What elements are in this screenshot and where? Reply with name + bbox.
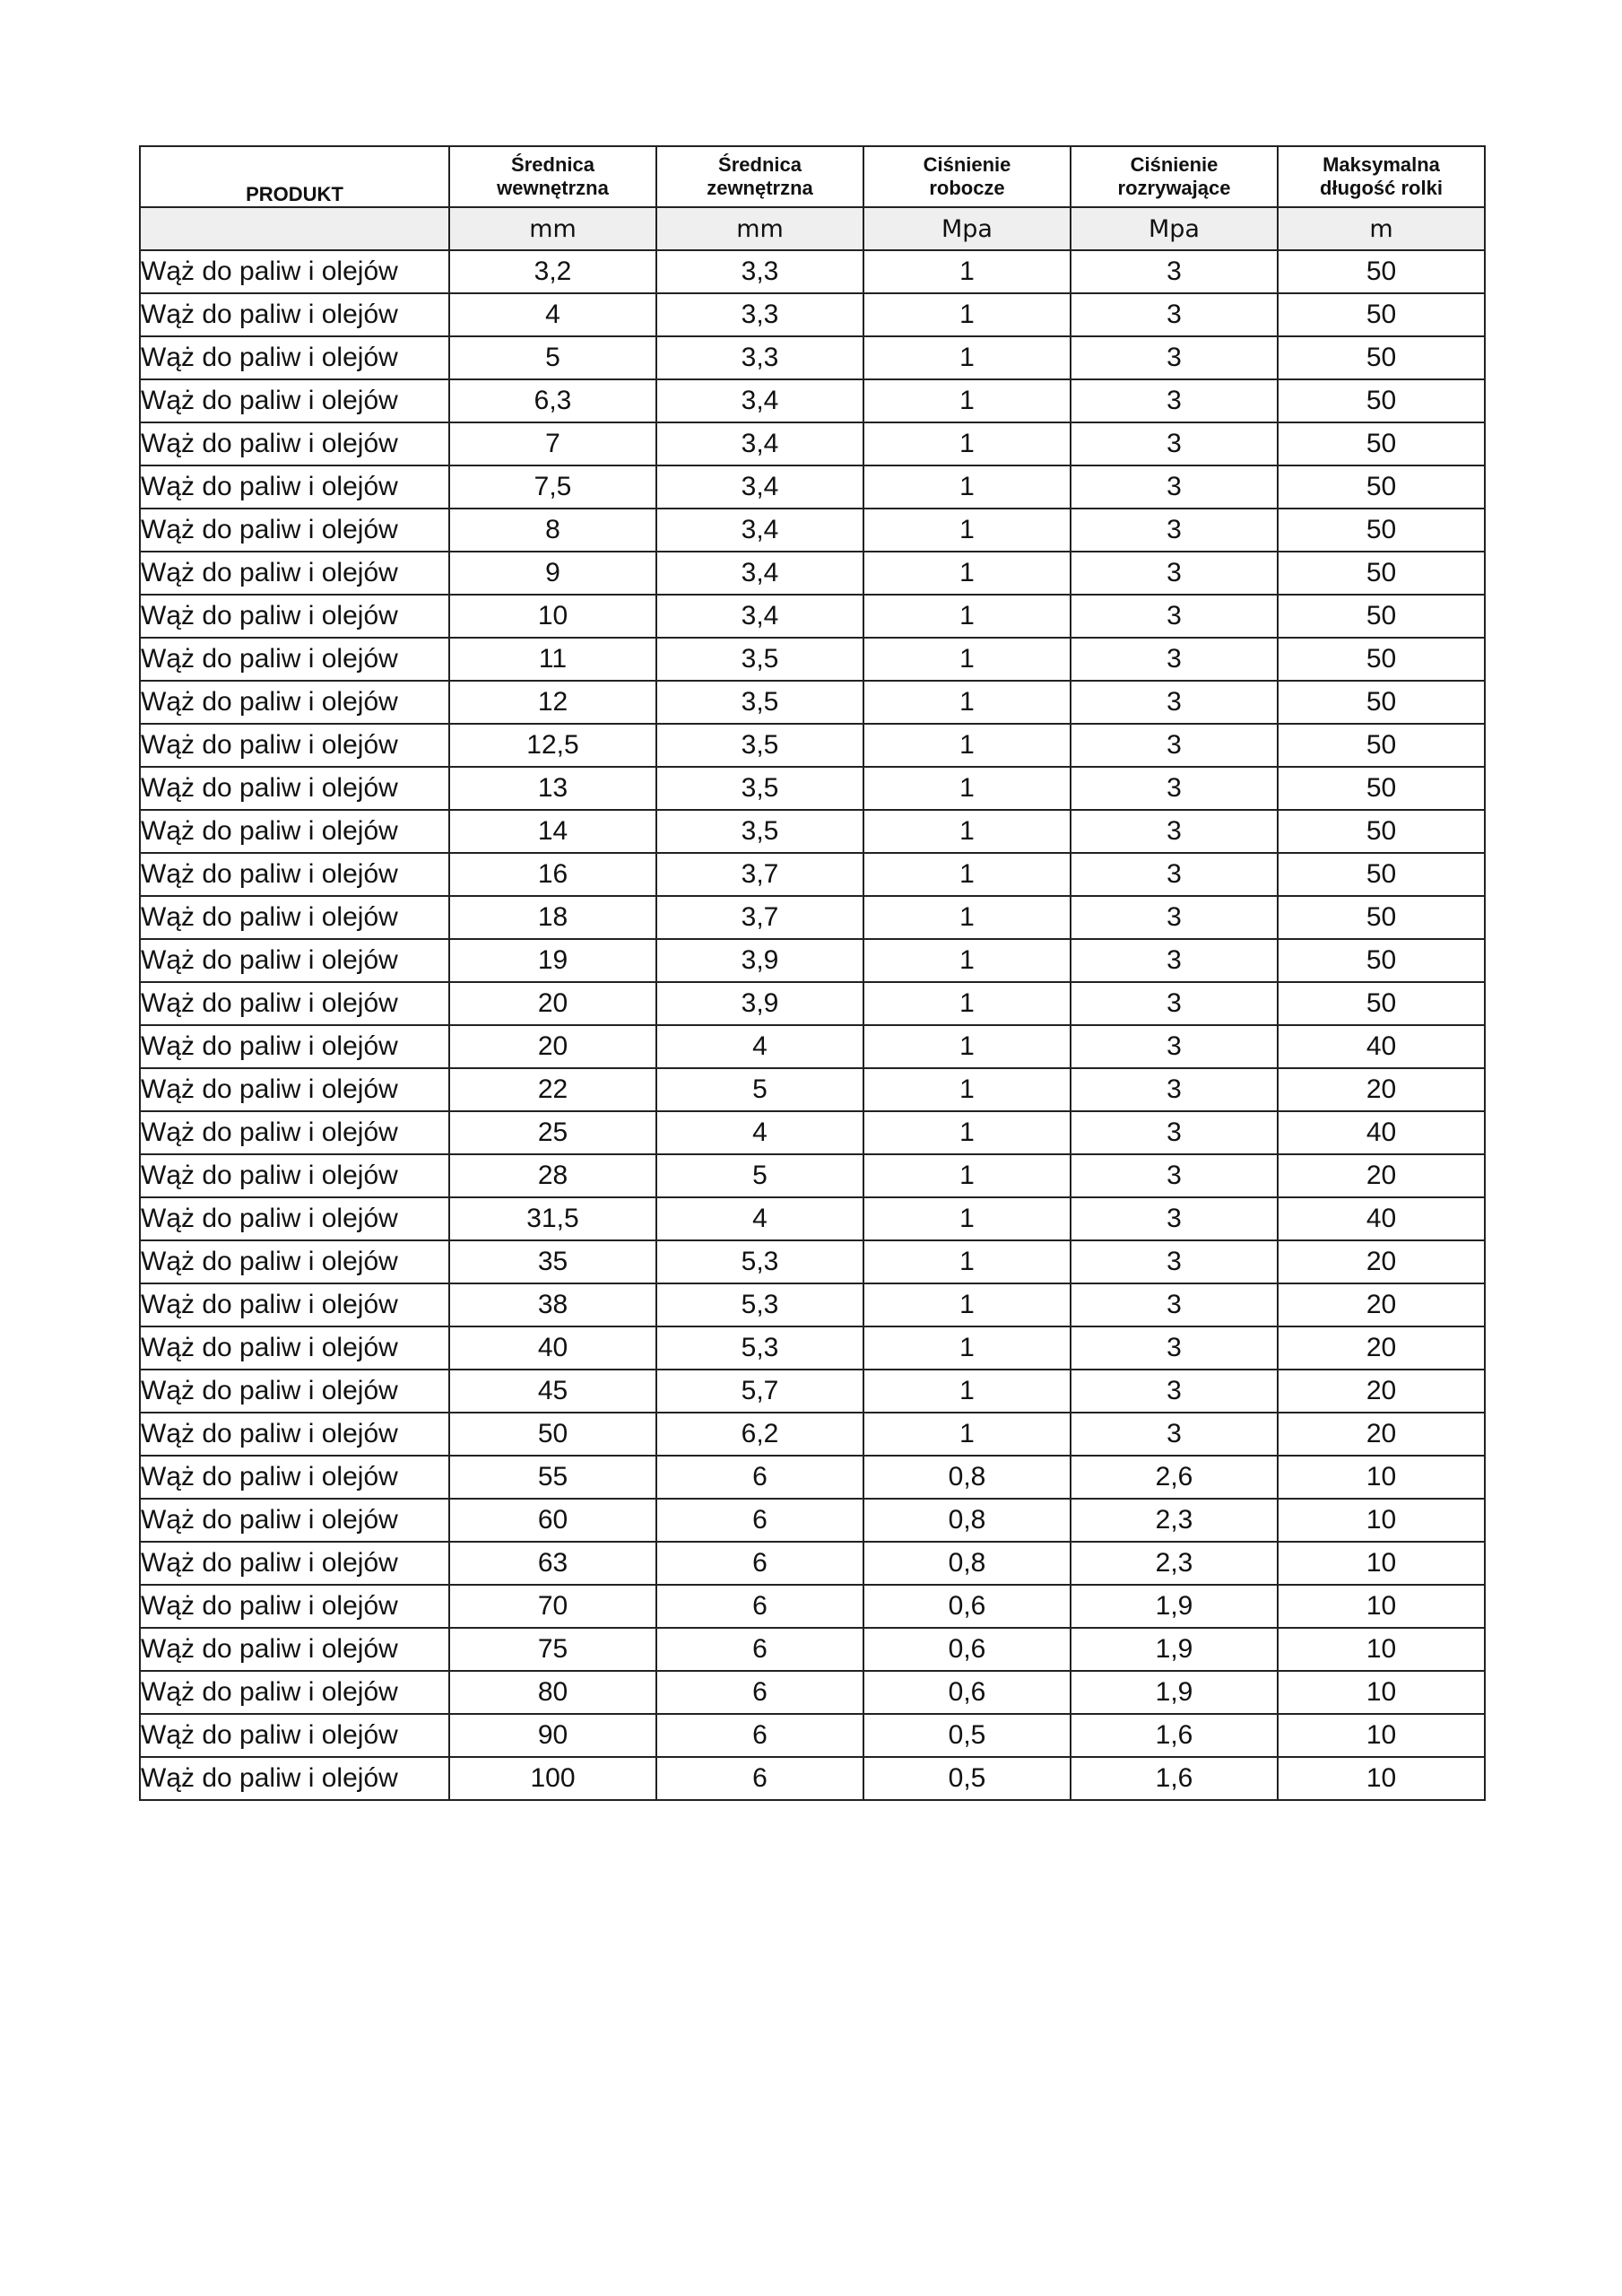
value-cell: 40 [1278, 1025, 1485, 1068]
header-label: rozrywające [1117, 177, 1231, 199]
value-cell: 13 [449, 767, 656, 810]
value-cell: 1 [863, 293, 1071, 336]
product-name-cell: Wąż do paliw i olejów [140, 1111, 449, 1154]
product-name-cell: Wąż do paliw i olejów [140, 1197, 449, 1240]
table-row [140, 1757, 1485, 1800]
value-cell: 35 [449, 1240, 656, 1283]
value-cell: 55 [449, 1456, 656, 1499]
value-cell: 3,3 [656, 250, 863, 293]
value-cell: 0,5 [863, 1757, 1071, 1800]
value-cell: 5,3 [656, 1240, 863, 1283]
value-cell: 1 [863, 595, 1071, 638]
table-row [140, 250, 1485, 293]
product-name-cell: Wąż do paliw i olejów [140, 724, 449, 767]
header-row [140, 146, 1485, 207]
value-cell: 40 [1278, 1197, 1485, 1240]
table-body [140, 250, 1485, 1800]
header-cell-product [140, 146, 449, 207]
value-cell: 0,6 [863, 1628, 1071, 1671]
value-cell: 10 [1278, 1757, 1485, 1800]
value-cell: 3 [1071, 1154, 1278, 1197]
value-cell: 1,6 [1071, 1714, 1278, 1757]
table-row [140, 379, 1485, 422]
value-cell: 3 [1071, 595, 1278, 638]
value-cell: 3,4 [656, 379, 863, 422]
table-row [140, 465, 1485, 509]
value-cell: 3,4 [656, 465, 863, 509]
value-cell: 3 [1071, 250, 1278, 293]
value-cell: 50 [1278, 250, 1485, 293]
product-name-cell: Wąż do paliw i olejów [140, 379, 449, 422]
value-cell: 50 [449, 1413, 656, 1456]
value-cell: 63 [449, 1542, 656, 1585]
table-row [140, 853, 1485, 896]
value-cell: 20 [1278, 1283, 1485, 1326]
value-cell: 5 [449, 336, 656, 379]
product-name-cell: Wąż do paliw i olejów [140, 1456, 449, 1499]
unit-cell: Mpa [863, 207, 1071, 250]
value-cell: 22 [449, 1068, 656, 1111]
unit-cell: m [1278, 207, 1485, 250]
table-row [140, 1111, 1485, 1154]
value-cell: 6 [656, 1585, 863, 1628]
value-cell: 50 [1278, 681, 1485, 724]
table-row [140, 767, 1485, 810]
value-cell: 10 [1278, 1671, 1485, 1714]
value-cell: 10 [1278, 1585, 1485, 1628]
value-cell: 6 [656, 1757, 863, 1800]
value-cell: 75 [449, 1628, 656, 1671]
value-cell: 50 [1278, 595, 1485, 638]
product-name-cell: Wąż do paliw i olejów [140, 1025, 449, 1068]
value-cell: 1 [863, 1111, 1071, 1154]
unit-cell: mm [656, 207, 863, 250]
header-label: Średnica [511, 153, 594, 176]
value-cell: 3 [1071, 853, 1278, 896]
header-label: długość rolki [1320, 177, 1443, 199]
value-cell: 25 [449, 1111, 656, 1154]
value-cell: 1 [863, 896, 1071, 939]
table-row [140, 1456, 1485, 1499]
product-name-cell: Wąż do paliw i olejów [140, 638, 449, 681]
value-cell: 1 [863, 1370, 1071, 1413]
table-row [140, 1326, 1485, 1370]
value-cell: 70 [449, 1585, 656, 1628]
product-name-cell: Wąż do paliw i olejów [140, 422, 449, 465]
value-cell: 20 [1278, 1154, 1485, 1197]
value-cell: 6 [656, 1499, 863, 1542]
value-cell: 3 [1071, 1326, 1278, 1370]
value-cell: 5 [656, 1068, 863, 1111]
product-name-cell: Wąż do paliw i olejów [140, 1326, 449, 1370]
value-cell: 1 [863, 1068, 1071, 1111]
value-cell: 10 [1278, 1714, 1485, 1757]
value-cell: 100 [449, 1757, 656, 1800]
value-cell: 3 [1071, 1370, 1278, 1413]
value-cell: 90 [449, 1714, 656, 1757]
header-label: Średnica [718, 153, 802, 176]
value-cell: 20 [1278, 1326, 1485, 1370]
product-name-cell: Wąż do paliw i olejów [140, 1628, 449, 1671]
value-cell: 3 [1071, 724, 1278, 767]
value-cell: 50 [1278, 638, 1485, 681]
table-row [140, 1240, 1485, 1283]
value-cell: 6 [656, 1671, 863, 1714]
value-cell: 2,3 [1071, 1542, 1278, 1585]
table-row [140, 1068, 1485, 1111]
value-cell: 10 [1278, 1542, 1485, 1585]
value-cell: 3,5 [656, 724, 863, 767]
value-cell: 19 [449, 939, 656, 982]
value-cell: 50 [1278, 767, 1485, 810]
product-name-cell: Wąż do paliw i olejów [140, 1154, 449, 1197]
product-name-cell: Wąż do paliw i olejów [140, 552, 449, 595]
value-cell: 50 [1278, 336, 1485, 379]
value-cell: 50 [1278, 853, 1485, 896]
header-label: Ciśnienie [1130, 153, 1219, 176]
value-cell: 3 [1071, 293, 1278, 336]
value-cell: 3 [1071, 767, 1278, 810]
product-name-cell: Wąż do paliw i olejów [140, 336, 449, 379]
value-cell: 3,4 [656, 422, 863, 465]
value-cell: 20 [449, 982, 656, 1025]
value-cell: 3,7 [656, 853, 863, 896]
product-name-cell: Wąż do paliw i olejów [140, 1413, 449, 1456]
value-cell: 3 [1071, 422, 1278, 465]
value-cell: 3 [1071, 810, 1278, 853]
value-cell: 1 [863, 1283, 1071, 1326]
value-cell: 3 [1071, 465, 1278, 509]
value-cell: 1 [863, 767, 1071, 810]
value-cell: 5 [656, 1154, 863, 1197]
value-cell: 4 [656, 1197, 863, 1240]
value-cell: 5,7 [656, 1370, 863, 1413]
value-cell: 18 [449, 896, 656, 939]
value-cell: 14 [449, 810, 656, 853]
product-name-cell: Wąż do paliw i olejów [140, 509, 449, 552]
value-cell: 7 [449, 422, 656, 465]
product-name-cell: Wąż do paliw i olejów [140, 681, 449, 724]
value-cell: 1,9 [1071, 1585, 1278, 1628]
value-cell: 6,2 [656, 1413, 863, 1456]
value-cell: 1,6 [1071, 1757, 1278, 1800]
table-row [140, 1283, 1485, 1326]
value-cell: 4 [449, 293, 656, 336]
header-cell-burst-pressure [1071, 146, 1278, 207]
value-cell: 5,3 [656, 1326, 863, 1370]
value-cell: 20 [1278, 1413, 1485, 1456]
value-cell: 0,6 [863, 1585, 1071, 1628]
value-cell: 3,3 [656, 336, 863, 379]
value-cell: 0,6 [863, 1671, 1071, 1714]
value-cell: 3,5 [656, 767, 863, 810]
value-cell: 2,3 [1071, 1499, 1278, 1542]
value-cell: 7,5 [449, 465, 656, 509]
value-cell: 3,2 [449, 250, 656, 293]
product-name-cell: Wąż do paliw i olejów [140, 810, 449, 853]
header-label: Maksymalna [1323, 153, 1440, 176]
header-cell-inner-diameter [449, 146, 656, 207]
value-cell: 6 [656, 1714, 863, 1757]
unit-row [140, 207, 1485, 250]
product-name-cell: Wąż do paliw i olejów [140, 293, 449, 336]
value-cell: 31,5 [449, 1197, 656, 1240]
value-cell: 28 [449, 1154, 656, 1197]
value-cell: 1 [863, 1154, 1071, 1197]
table-row [140, 896, 1485, 939]
value-cell: 10 [1278, 1628, 1485, 1671]
table-row [140, 638, 1485, 681]
header-cell-outer-diameter [656, 146, 863, 207]
value-cell: 6,3 [449, 379, 656, 422]
table-row [140, 509, 1485, 552]
value-cell: 10 [1278, 1499, 1485, 1542]
header-label: wewnętrzna [497, 177, 609, 199]
product-name-cell: Wąż do paliw i olejów [140, 1671, 449, 1714]
table-row [140, 422, 1485, 465]
value-cell: 20 [1278, 1370, 1485, 1413]
product-name-cell: Wąż do paliw i olejów [140, 1499, 449, 1542]
table-row [140, 336, 1485, 379]
value-cell: 1 [863, 681, 1071, 724]
header-label: zewnętrzna [707, 177, 813, 199]
product-name-cell: Wąż do paliw i olejów [140, 1068, 449, 1111]
value-cell: 3 [1071, 552, 1278, 595]
value-cell: 1 [863, 379, 1071, 422]
product-name-cell: Wąż do paliw i olejów [140, 1283, 449, 1326]
value-cell: 3 [1071, 1413, 1278, 1456]
table-row [140, 1154, 1485, 1197]
value-cell: 1 [863, 939, 1071, 982]
value-cell: 50 [1278, 509, 1485, 552]
value-cell: 20 [1278, 1240, 1485, 1283]
value-cell: 3 [1071, 638, 1278, 681]
value-cell: 1 [863, 465, 1071, 509]
value-cell: 3 [1071, 681, 1278, 724]
table-row [140, 681, 1485, 724]
table-row [140, 1197, 1485, 1240]
product-name-cell: Wąż do paliw i olejów [140, 1757, 449, 1800]
value-cell: 3,4 [656, 509, 863, 552]
value-cell: 6 [656, 1542, 863, 1585]
header-cell-max-roll-length [1278, 146, 1485, 207]
value-cell: 50 [1278, 293, 1485, 336]
value-cell: 16 [449, 853, 656, 896]
value-cell: 20 [449, 1025, 656, 1068]
unit-cell [140, 207, 449, 250]
product-name-cell: Wąż do paliw i olejów [140, 896, 449, 939]
value-cell: 1 [863, 509, 1071, 552]
value-cell: 1 [863, 853, 1071, 896]
value-cell: 3 [1071, 939, 1278, 982]
value-cell: 50 [1278, 379, 1485, 422]
value-cell: 1 [863, 250, 1071, 293]
value-cell: 1 [863, 552, 1071, 595]
product-name-cell: Wąż do paliw i olejów [140, 1370, 449, 1413]
value-cell: 3,3 [656, 293, 863, 336]
value-cell: 50 [1278, 465, 1485, 509]
value-cell: 80 [449, 1671, 656, 1714]
value-cell: 1,9 [1071, 1671, 1278, 1714]
product-name-cell: Wąż do paliw i olejów [140, 465, 449, 509]
value-cell: 3,9 [656, 982, 863, 1025]
value-cell: 3 [1071, 1068, 1278, 1111]
value-cell: 1 [863, 724, 1071, 767]
header-label: Ciśnienie [923, 153, 1011, 176]
value-cell: 4 [656, 1025, 863, 1068]
value-cell: 10 [449, 595, 656, 638]
value-cell: 3 [1071, 1197, 1278, 1240]
product-name-cell: Wąż do paliw i olejów [140, 1240, 449, 1283]
table-row [140, 982, 1485, 1025]
value-cell: 2,6 [1071, 1456, 1278, 1499]
product-name-cell: Wąż do paliw i olejów [140, 982, 449, 1025]
value-cell: 3,4 [656, 552, 863, 595]
value-cell: 3,7 [656, 896, 863, 939]
value-cell: 1 [863, 1326, 1071, 1370]
value-cell: 3,5 [656, 810, 863, 853]
unit-cell: mm [449, 207, 656, 250]
table-row [140, 724, 1485, 767]
value-cell: 1 [863, 638, 1071, 681]
table-row [140, 1542, 1485, 1585]
value-cell: 3,9 [656, 939, 863, 982]
value-cell: 9 [449, 552, 656, 595]
value-cell: 50 [1278, 939, 1485, 982]
table-row [140, 1671, 1485, 1714]
value-cell: 1 [863, 422, 1071, 465]
value-cell: 5,3 [656, 1283, 863, 1326]
value-cell: 0,8 [863, 1542, 1071, 1585]
value-cell: 50 [1278, 552, 1485, 595]
value-cell: 0,8 [863, 1456, 1071, 1499]
value-cell: 10 [1278, 1456, 1485, 1499]
spec-table [139, 145, 1486, 1801]
value-cell: 3 [1071, 336, 1278, 379]
value-cell: 8 [449, 509, 656, 552]
product-name-cell: Wąż do paliw i olejów [140, 939, 449, 982]
value-cell: 40 [449, 1326, 656, 1370]
table-row [140, 552, 1485, 595]
value-cell: 1 [863, 1240, 1071, 1283]
product-name-cell: Wąż do paliw i olejów [140, 1542, 449, 1585]
value-cell: 20 [1278, 1068, 1485, 1111]
value-cell: 3,5 [656, 681, 863, 724]
table-row [140, 1413, 1485, 1456]
value-cell: 1 [863, 982, 1071, 1025]
product-name-cell: Wąż do paliw i olejów [140, 853, 449, 896]
value-cell: 50 [1278, 724, 1485, 767]
value-cell: 60 [449, 1499, 656, 1542]
value-cell: 50 [1278, 422, 1485, 465]
value-cell: 1 [863, 1413, 1071, 1456]
value-cell: 4 [656, 1111, 863, 1154]
value-cell: 6 [656, 1628, 863, 1671]
value-cell: 3,4 [656, 595, 863, 638]
value-cell: 3 [1071, 379, 1278, 422]
table-row [140, 1714, 1485, 1757]
table-row [140, 1370, 1485, 1413]
value-cell: 50 [1278, 810, 1485, 853]
value-cell: 0,5 [863, 1714, 1071, 1757]
value-cell: 3 [1071, 896, 1278, 939]
value-cell: 50 [1278, 896, 1485, 939]
header-cell-working-pressure [863, 146, 1071, 207]
table-row [140, 1585, 1485, 1628]
value-cell: 1 [863, 1197, 1071, 1240]
product-name-cell: Wąż do paliw i olejów [140, 595, 449, 638]
value-cell: 45 [449, 1370, 656, 1413]
value-cell: 38 [449, 1283, 656, 1326]
value-cell: 40 [1278, 1111, 1485, 1154]
table-row [140, 1628, 1485, 1671]
header-label: PRODUKT [246, 183, 343, 205]
product-name-cell: Wąż do paliw i olejów [140, 1714, 449, 1757]
table-row [140, 1499, 1485, 1542]
value-cell: 3,5 [656, 638, 863, 681]
product-name-cell: Wąż do paliw i olejów [140, 250, 449, 293]
value-cell: 12,5 [449, 724, 656, 767]
value-cell: 3 [1071, 1111, 1278, 1154]
table-row [140, 293, 1485, 336]
value-cell: 1 [863, 810, 1071, 853]
table-row [140, 595, 1485, 638]
value-cell: 3 [1071, 509, 1278, 552]
value-cell: 1,9 [1071, 1628, 1278, 1671]
value-cell: 50 [1278, 982, 1485, 1025]
table-row [140, 810, 1485, 853]
value-cell: 1 [863, 1025, 1071, 1068]
product-name-cell: Wąż do paliw i olejów [140, 1585, 449, 1628]
value-cell: 1 [863, 336, 1071, 379]
value-cell: 3 [1071, 982, 1278, 1025]
value-cell: 11 [449, 638, 656, 681]
value-cell: 0,8 [863, 1499, 1071, 1542]
value-cell: 6 [656, 1456, 863, 1499]
value-cell: 3 [1071, 1283, 1278, 1326]
value-cell: 12 [449, 681, 656, 724]
product-name-cell: Wąż do paliw i olejów [140, 767, 449, 810]
value-cell: 3 [1071, 1240, 1278, 1283]
header-label: robocze [929, 177, 1005, 199]
table-row [140, 939, 1485, 982]
unit-cell: Mpa [1071, 207, 1278, 250]
table-row [140, 1025, 1485, 1068]
value-cell: 3 [1071, 1025, 1278, 1068]
